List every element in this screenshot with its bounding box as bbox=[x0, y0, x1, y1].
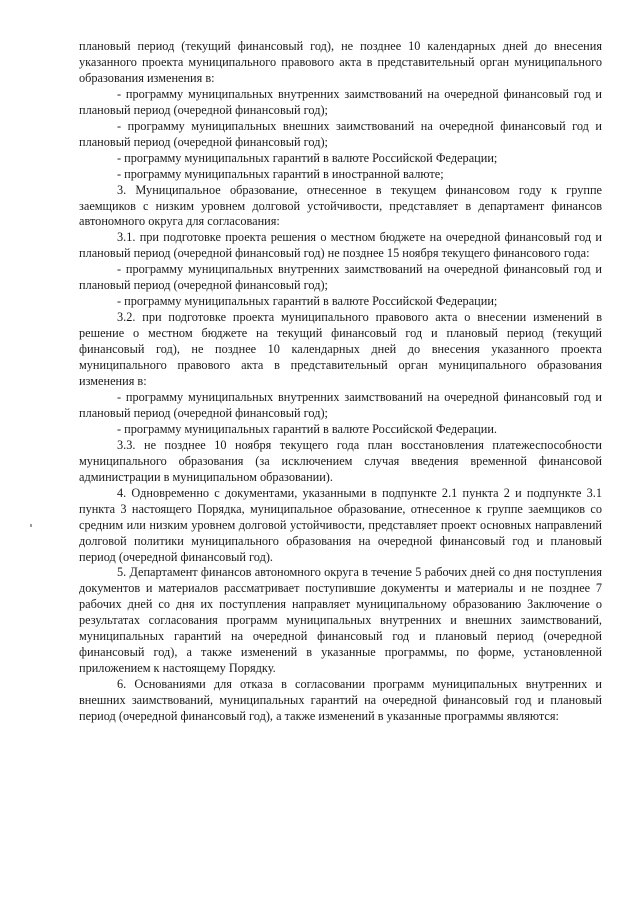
list-item-guarantees-foreign: - программу муниципальных гарантий в иностранной валюте; bbox=[117, 166, 444, 181]
paragraph-6: 6. Основаниями для отказа в согласовании программ муниципальных внутренних и внешних заимствований, муниципальных гарантий на очередной финансовый год и плановый период (очередной финансовый год), а также изменений в указанные программы являются: bbox=[79, 677, 602, 724]
list-item-guarantees-rub: - программу муниципальных гарантий в валюте Российской Федерации; bbox=[117, 150, 498, 165]
scan-margin-mark bbox=[30, 524, 32, 527]
paragraph-continuation: плановый период (текущий финансовый год), не позднее 10 календарных дней до внесения указанного проекта муниципального правового акта в представительный орган муниципального образования изменения в: bbox=[79, 39, 602, 85]
list-item-guarantees-rub: - программу муниципальных гарантий в валюте Российской Федерации. bbox=[117, 421, 497, 436]
list-item-external-borrowing: - программу муниципальных внешних заимствований на очередной финансовый год и плановый период (очередной финансовый год); bbox=[79, 118, 602, 149]
paragraph-5: 5. Департамент финансов автономного округа в течение 5 рабочих дней со дня поступления документов и материалов рассматривает поступившие документы и материалы и не позднее 7 рабочих дней со дня их поступления направляет муниципальному образованию Заключение о результатах согласования программ муниципальных внутренних и внешних заимствований, муниципальных гарантий на очередной финансовый год и плановый период (очередной финансовый год), а также изменений в указанные программы, по форме, установленной приложением к настоящему Порядку. bbox=[79, 565, 602, 676]
document-body bbox=[79, 39, 602, 725]
list-item-internal-borrowing: - программу муниципальных внутренних заимствований на очередной финансовый год и плановый период (очередной финансовый год); bbox=[79, 389, 602, 420]
paragraph-4: 4. Одновременно с документами, указанными в подпункте 2.1 пункта 2 и подпункте 3.1 пункта 3 настоящего Порядка, муниципальное образование, отнесенное к группе заемщиков со средним или низким уровнем долговой устойчивости, представляет проект основных направлений долговой политики муниципального образования на очередной финансовый год и плановый период (очередной финансовый год). bbox=[79, 485, 602, 564]
paragraph-3-1: 3.1. при подготовке проекта решения о местном бюджете на очередной финансовый год и плановый период (очередной финансовый год) не позднее 15 ноября текущего финансового года: bbox=[79, 230, 602, 261]
paragraph-3-3: 3.3. не позднее 10 ноября текущего года план восстановления платежеспособности муниципального образования (за исключением случая введения временной финансовой администрации в муниципальном образовании). bbox=[79, 437, 602, 484]
list-item-internal-borrowing: - программу муниципальных внутренних заимствований на очередной финансовый год и плановый период (очередной финансовый год); bbox=[79, 86, 602, 117]
list-item-internal-borrowing: - программу муниципальных внутренних заимствований на очередной финансовый год и плановый период (очередной финансовый год); bbox=[79, 262, 602, 293]
paragraph-3: 3. Муниципальное образование, отнесенное в текущем финансовом году к группе заемщиков с низким уровнем долговой устойчивости, представляет в департамент финансов автономного округа для согласования: bbox=[79, 182, 602, 229]
list-item-guarantees-rub: - программу муниципальных гарантий в валюте Российской Федерации; bbox=[117, 294, 498, 309]
paragraph-3-2: 3.2. при подготовке проекта муниципального правового акта о внесении изменений в решение о местном бюджете на текущий финансовый год и плановый период (текущий финансовый год), не позднее 10 календарных дней до внесения указанного проекта муниципального правового акта в представительный орган муниципального образования изменения в: bbox=[79, 310, 602, 389]
